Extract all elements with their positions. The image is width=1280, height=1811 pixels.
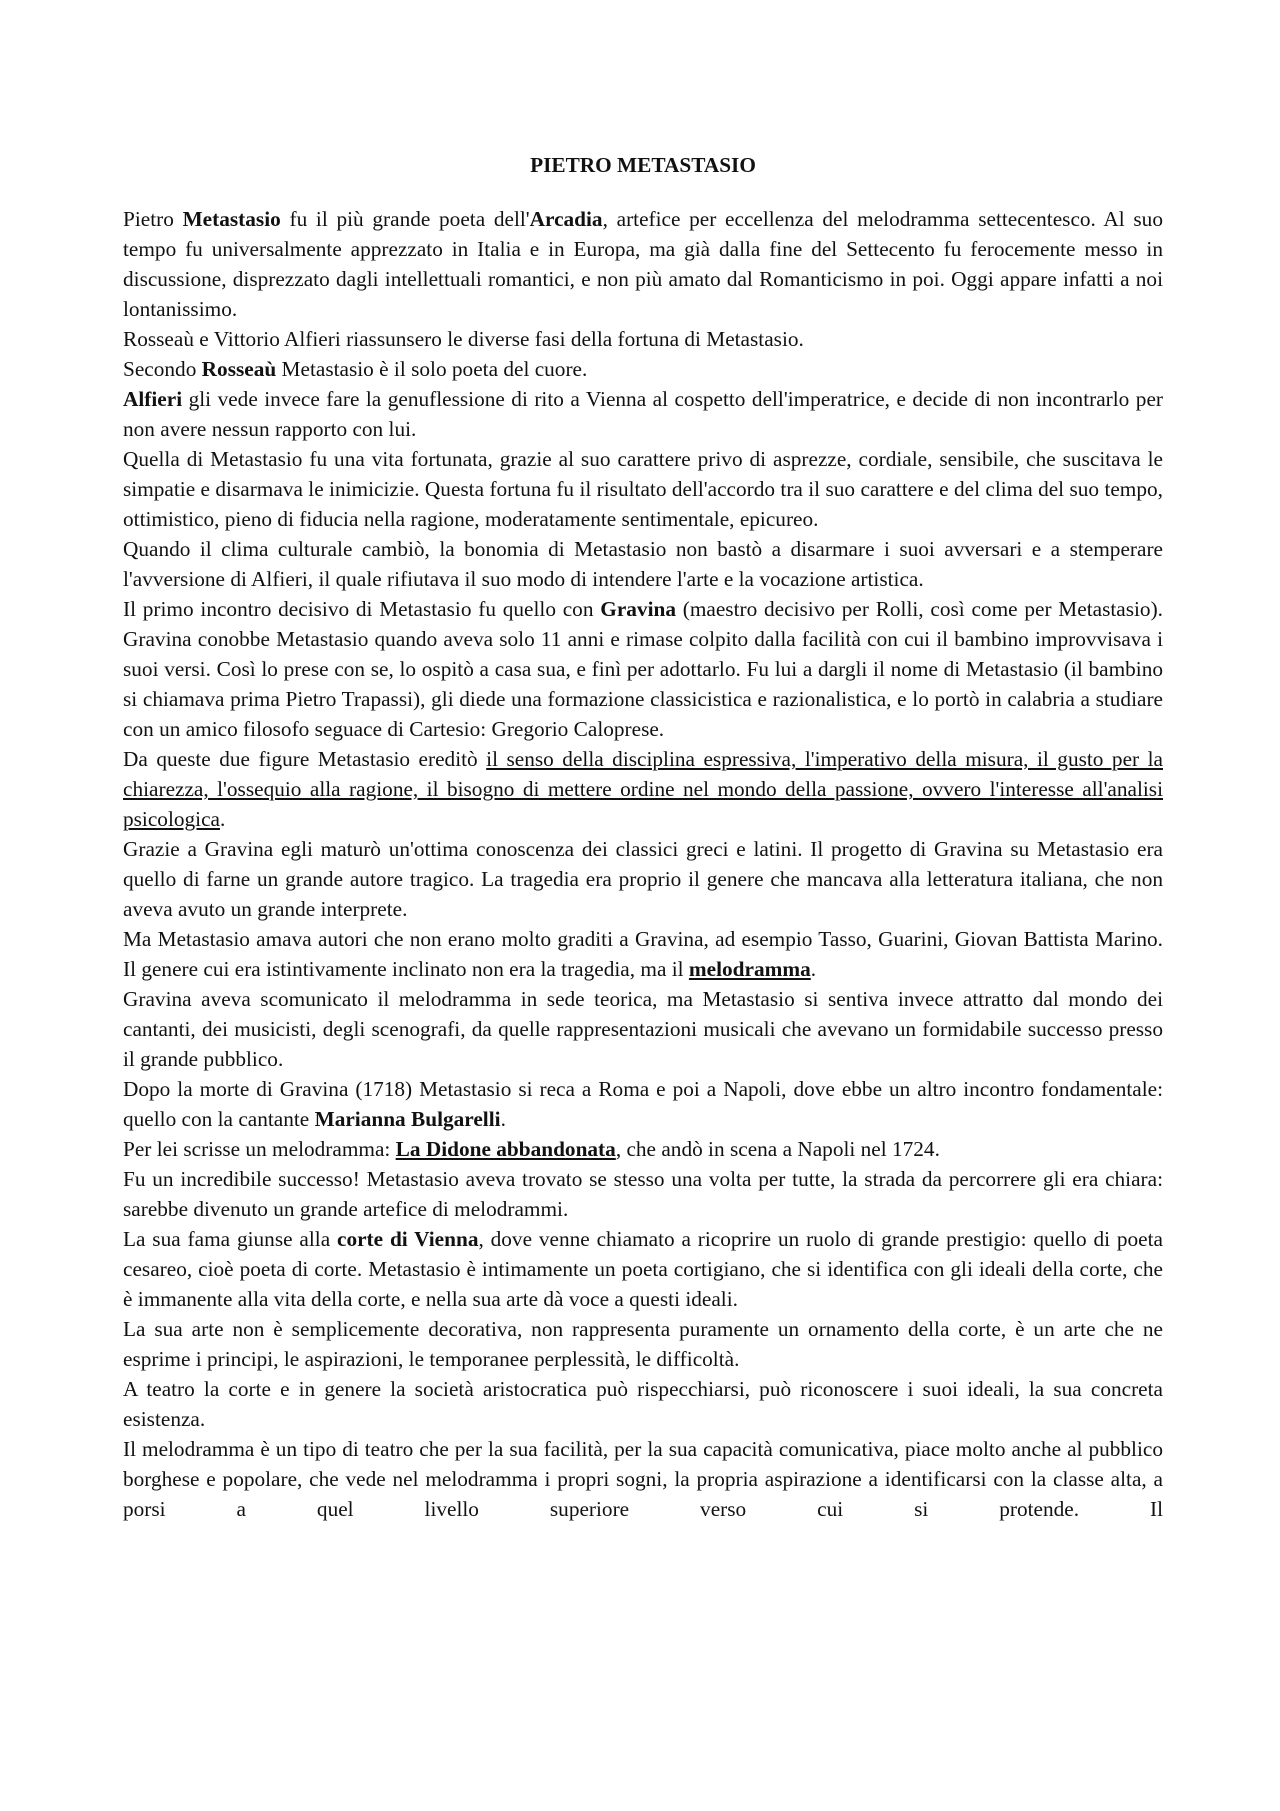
bold-underlined-text	[396, 1137, 616, 1161]
text-run: , artefice per eccellenza del melodramma settecentesco. Al suo tempo fu universalmente apprezzato in Italia e in Europa, ma già dalla fine del Settecento fu ferocemente messo in discussione, disprezzato dagli intellettuali romantici, e non più amato dal Romanticismo in poi. Oggi appare infatti a noi lontanissimo.	[123, 207, 1163, 321]
bold-text: Metastasio	[182, 207, 281, 231]
paragraph	[123, 1434, 1163, 1524]
paragraph	[123, 354, 1163, 384]
bold-underlined-text	[689, 957, 811, 981]
text-run: Gravina aveva scomunicato il melodramma in sede teorica, ma Metastasio si sentiva invece attratto dal mondo dei cantanti, dei musicisti, degli scenografi, da quelle rappresentazioni musicali che avevano un formidabile successo presso il grande pubblico.	[123, 987, 1163, 1071]
paragraph	[123, 1314, 1163, 1374]
text-run: .	[500, 1107, 506, 1131]
text-run: Da queste due figure Metastasio ereditò	[123, 747, 487, 771]
text-run: A teatro la corte e in genere la società aristocratica può rispecchiarsi, può riconoscere i suoi ideali, la sua concreta esistenza.	[123, 1377, 1163, 1431]
paragraph	[123, 384, 1163, 444]
text-run: Dopo la morte di Gravina (1718) Metastasio si reca a Roma e poi a Napoli, dove ebbe un altro incontro fondamentale: quello con la cantante	[123, 1077, 1163, 1131]
text-run: Quella di Metastasio fu una vita fortunata, grazie al suo carattere privo di asprezze, cordiale, sensibile, che suscitava le simpatie e disarmava le inimicizie. Questa fortuna fu il risultato dell'accordo tra il suo carattere e del clima del suo tempo, ottimistico, pieno di fiducia nella ragione, moderatamente sentimentale, epicureo.	[123, 447, 1163, 531]
text-run: Rosseaù e Vittorio Alfieri riassunsero le diverse fasi della fortuna di Metastasio.	[123, 327, 804, 351]
underlined-text: La Didone abbandonata	[395, 1137, 616, 1161]
text-run: Metastasio è il solo poeta del cuore.	[276, 357, 588, 381]
text-run: , che andò in scena a Napoli nel 1724.	[615, 1137, 940, 1161]
paragraph	[123, 594, 1163, 744]
paragraph	[123, 984, 1163, 1074]
paragraph	[123, 744, 1163, 834]
text-run: Ma Metastasio amava autori che non erano molto graditi a Gravina, ad esempio Tasso, Guarini, Giovan Battista Marino. Il genere cui era istintivamente inclinato non era la tragedia, ma il	[123, 927, 1163, 981]
text-run: (maestro decisivo per Rolli, così come per Metastasio). Gravina conobbe Metastasio quando aveva solo 11 anni e rimase colpito dalla facilità con cui il bambino improvvisava i suoi versi. Così lo prese con se, lo ospitò a casa sua, e finì per adottarlo. Fu lui a dargli il nome di Metastasio (il bambino si chiamava prima Pietro Trapassi), gli diede una formazione classicistica e razionalistica, e lo portò in calabria a studiare con un amico filosofo seguace di Cartesio: Gregorio Caloprese.	[123, 597, 1163, 741]
paragraph	[123, 444, 1163, 534]
paragraph	[123, 324, 1163, 354]
paragraph	[123, 834, 1163, 924]
bold-text: Rosseaù	[201, 357, 277, 381]
text-run: Pietro	[123, 207, 183, 231]
paragraph	[123, 1224, 1163, 1314]
text-run: Il primo incontro decisivo di Metastasio fu quello con	[123, 597, 601, 621]
paragraph-list	[123, 204, 1163, 1524]
bold-text: Marianna Bulgarelli	[314, 1107, 501, 1131]
underlined-text: il senso della disciplina espressiva, l'imperativo della misura, il gusto per la chiarezza, l'ossequio alla ragione, il bisogno di mettere ordine nel mondo della passione, ovvero l'interesse all'analisi psicologica	[123, 747, 1163, 831]
paragraph	[123, 1374, 1163, 1434]
bold-text: Gravina	[600, 597, 676, 621]
bold-text: Alfieri	[123, 387, 183, 411]
underlined-text: melodramma	[688, 957, 811, 981]
text-run: La sua arte non è semplicemente decorativa, non rappresenta puramente un ornamento della corte, è un arte che ne esprime i principi, le aspirazioni, le temporanee perplessità, le difficoltà.	[123, 1317, 1163, 1371]
paragraph	[123, 1134, 1163, 1164]
text-run: Il melodramma è un tipo di teatro che per la sua facilità, per la sua capacità comunicativa, piace molto anche al pubblico borghese e popolare, che vede nel melodramma i propri sogni, la propria aspirazione a identificarsi con la classe alta, a porsi a quel livello superiore verso cui si protende. Il	[123, 1437, 1163, 1521]
text-run: La sua fama giunse alla	[123, 1227, 337, 1251]
text-run: Secondo	[123, 357, 202, 381]
document-body	[123, 150, 1163, 1524]
text-run: fu il più grande poeta dell'	[280, 207, 530, 231]
paragraph	[123, 204, 1163, 324]
text-run: Per lei scrisse un melodramma:	[123, 1137, 396, 1161]
document-title: PIETRO METASTASIO	[530, 153, 756, 177]
paragraph	[123, 1164, 1163, 1224]
paragraph	[123, 924, 1163, 984]
text-run: .	[810, 957, 817, 981]
paragraph	[123, 534, 1163, 594]
text-run: Fu un incredibile successo! Metastasio aveva trovato se stesso una volta per tutte, la strada da percorrere gli era chiara: sarebbe divenuto un grande artefice di melodrammi.	[123, 1167, 1163, 1221]
bold-text: corte di Vienna	[337, 1227, 479, 1251]
text-run: , dove venne chiamato a ricoprire un ruolo di grande prestigio: quello di poeta cesareo, cioè poeta di corte. Metastasio è intimamente un poeta cortigiano, che si identifica con gli ideali della corte, che è immanente alla vita della corte, e nella sua arte dà voce a questi ideali.	[123, 1227, 1163, 1311]
text-run: gli vede invece fare la genuflessione di rito a Vienna al cospetto dell'imperatrice, e decide di non incontrarlo per non avere nessun rapporto con lui.	[123, 387, 1163, 441]
text-run: Grazie a Gravina egli maturò un'ottima conoscenza dei classici greci e latini. Il progetto di Gravina su Metastasio era quello di farne un grande autore tragico. La tragedia era proprio il genere che mancava alla letteratura italiana, che non aveva avuto un grande interprete.	[123, 837, 1163, 921]
bold-text: Arcadia	[529, 207, 603, 231]
paragraph	[123, 1074, 1163, 1134]
text-run: .	[220, 807, 226, 831]
text-run: Quando il clima culturale cambiò, la bonomia di Metastasio non bastò a disarmare i suoi avversari e a stemperare l'avversione di Alfieri, il quale rifiutava il suo modo di intendere l'arte e la vocazione artistica.	[123, 537, 1163, 591]
